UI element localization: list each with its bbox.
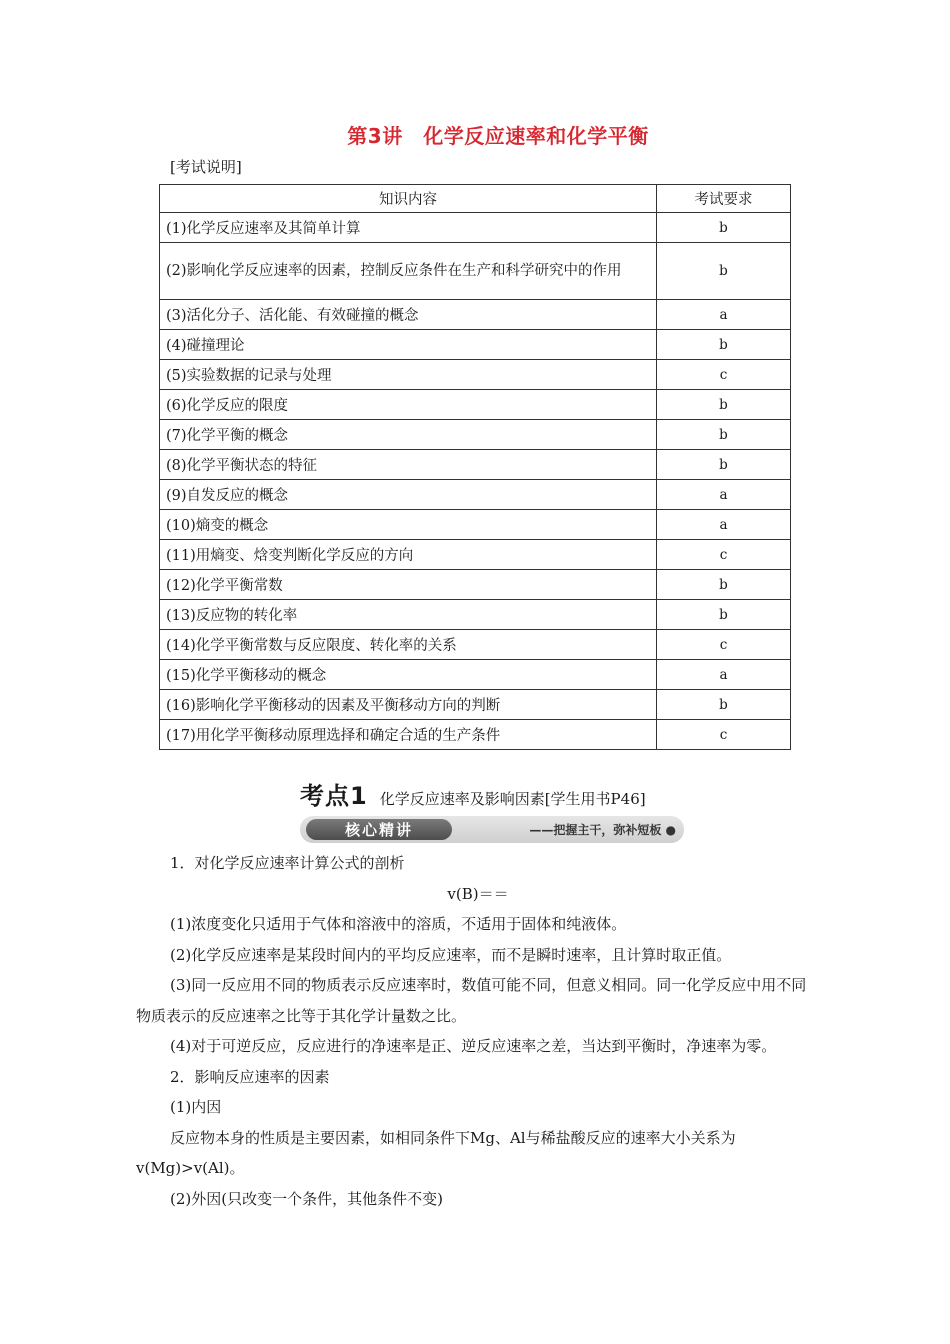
kaodian-header [300, 776, 646, 811]
row-level: b [657, 600, 791, 630]
row-content: (10)熵变的概念 [160, 510, 657, 540]
row-level: c [657, 360, 791, 390]
banner-slogan-text: ——把握主干，弥补短板 [529, 823, 662, 837]
row-content: (15)化学平衡移动的概念 [160, 660, 657, 690]
row-content: (2)影响化学反应速率的因素，控制反应条件在生产和科学研究中的作用 [160, 243, 657, 300]
table-row [160, 330, 791, 360]
kaodian-number: 考点1 [300, 782, 368, 810]
table-row [160, 600, 791, 630]
paragraph: (3)同一反应用不同的物质表示反应速率时，数值可能不同，但意义相同。同一化学反应中用不同物质表示的反应速率之比等于其化学计量数之比。 [136, 976, 807, 1025]
row-content: (8)化学平衡状态的特征 [160, 450, 657, 480]
row-level: b [657, 420, 791, 450]
row-content: (4)碰撞理论 [160, 330, 657, 360]
table-row [160, 720, 791, 750]
row-level: c [657, 630, 791, 660]
row-level: c [657, 720, 791, 750]
bullet-dot-icon: ● [665, 823, 676, 837]
subheading: (1)内因 [170, 1098, 222, 1116]
body-text [136, 848, 820, 1214]
paragraph: (2)化学反应速率是某段时间内的平均反应速率，而不是瞬时速率，且计算时取正值。 [170, 945, 732, 964]
banner-slogan [529, 821, 676, 838]
row-level: b [657, 243, 791, 300]
row-level: b [657, 570, 791, 600]
paragraph: (4)对于可逆反应，反应进行的净速率是正、逆反应速率之差，当达到平衡时，净速率为零。 [170, 1037, 777, 1055]
row-content: (5)实验数据的记录与处理 [160, 360, 657, 390]
table-row [160, 570, 791, 600]
table-row [160, 243, 791, 300]
exam-requirements-table [159, 184, 791, 750]
header-level: 考试要求 [657, 185, 791, 213]
formula: v(B)＝＝ [447, 884, 509, 903]
row-level: b [657, 450, 791, 480]
row-content: (16)影响化学平衡移动的因素及平衡移动方向的判断 [160, 690, 657, 720]
row-content: (1)化学反应速率及其简单计算 [160, 213, 657, 243]
subheading: (2)外因(只改变一个条件，其他条件不变) [170, 1189, 443, 1208]
row-level: b [657, 690, 791, 720]
row-content: (11)用熵变、焓变判断化学反应的方向 [160, 540, 657, 570]
exam-section-label: [考试说明] [170, 158, 242, 176]
table-row [160, 450, 791, 480]
row-content: (7)化学平衡的概念 [160, 420, 657, 450]
table-row [160, 213, 791, 243]
row-level: a [657, 510, 791, 540]
paragraph: (1)浓度变化只适用于气体和溶液中的溶质，不适用于固体和纯液体。 [170, 915, 627, 933]
row-level: a [657, 300, 791, 330]
section-heading: 1．对化学反应速率计算公式的剖析 [170, 854, 405, 872]
row-level: b [657, 213, 791, 243]
banner-label: 核心精讲 [306, 819, 452, 840]
paragraph: 反应物本身的性质是主要因素，如相同条件下Mg、Al与稀盐酸反应的速率大小关系为v(Mg)>v(Al)。 [136, 1128, 736, 1177]
row-content: (17)用化学平衡移动原理选择和确定合适的生产条件 [160, 720, 657, 750]
table-row [160, 690, 791, 720]
row-content: (12)化学平衡常数 [160, 570, 657, 600]
core-lecture-banner [300, 816, 684, 843]
row-content: (14)化学平衡常数与反应限度、转化率的关系 [160, 630, 657, 660]
row-content: (9)自发反应的概念 [160, 480, 657, 510]
table-row [160, 660, 791, 690]
table-row [160, 360, 791, 390]
table-row [160, 390, 791, 420]
row-level: b [657, 330, 791, 360]
table-row [160, 540, 791, 570]
row-content: (13)反应物的转化率 [160, 600, 657, 630]
row-level: a [657, 660, 791, 690]
table-row [160, 630, 791, 660]
table-header-row [160, 185, 791, 213]
table-row [160, 480, 791, 510]
table-row [160, 300, 791, 330]
page-title: 第3讲 化学反应速率和化学平衡 [347, 124, 649, 148]
row-content: (6)化学反应的限度 [160, 390, 657, 420]
section-heading: 2．影响反应速率的因素 [170, 1067, 330, 1086]
header-content: 知识内容 [160, 185, 657, 213]
row-level: b [657, 390, 791, 420]
row-content: (3)活化分子、活化能、有效碰撞的概念 [160, 300, 657, 330]
table-row [160, 420, 791, 450]
table-row [160, 510, 791, 540]
row-level: c [657, 540, 791, 570]
kaodian-subtitle: 化学反应速率及影响因素[学生用书P46] [379, 790, 646, 808]
row-level: a [657, 480, 791, 510]
